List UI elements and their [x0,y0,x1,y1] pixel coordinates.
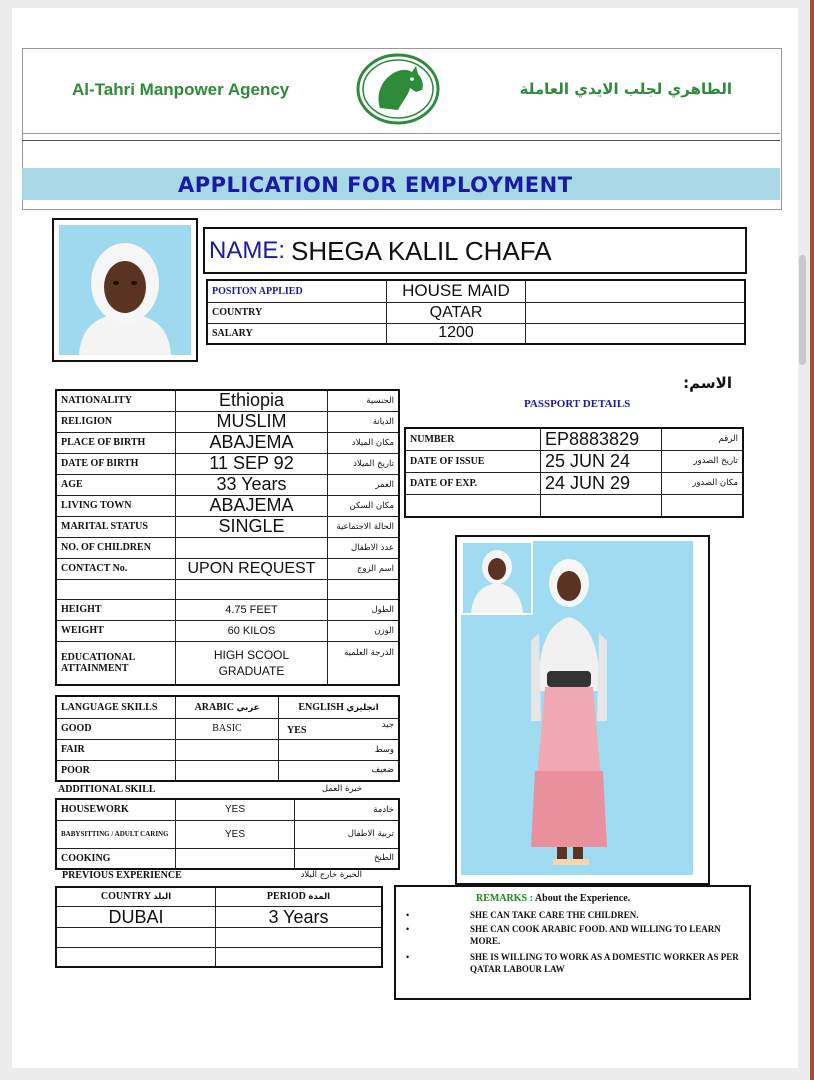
page-edge-line [810,0,814,1080]
position-table [206,279,746,345]
additional-skill-label: ADDITIONAL SKILL [58,784,156,795]
table-row: LANGUAGE SKILLS ARABIC عربي ENGLISH انجليزي [56,696,399,718]
salary-value: 1200 [387,323,526,344]
experience-table [55,886,383,968]
position-label: POSITON APPLIED [207,280,387,302]
country-value: QATAR [387,302,526,323]
table-row: POOR ضعيف [56,760,399,781]
applicant-name: SHEGA KALIL CHAFA [291,236,552,266]
table-row: NUMBER EP8883829 الرقم [405,428,743,450]
table-row [207,280,745,302]
list-item: • SHE CAN COOK ARABIC FOOD. AND WILLING TO LEARN MORE. [406,924,721,946]
table-row: BABYSITTING / ADULT CARING YES تربية الاطفال [56,820,399,848]
personal-table [55,389,400,686]
table-row [207,323,745,344]
table-row: EDUCATIONAL ATTAINMENT HIGH SCOOL GRADUATE الدرجة العلمية [56,641,399,685]
table-row: DATE OF BIRTH 11 SEP 92 تاريخ الميلاد [56,453,399,474]
remarks-box [394,885,751,1000]
table-row: AGE 33 Years العمر [56,474,399,495]
letterhead-divider [22,133,780,134]
name-box [203,227,747,274]
table-row: GOOD BASIC YES جيد [56,718,399,739]
previous-experience-label: PREVIOUS EXPERIENCE [62,870,182,881]
position-value: HOUSE MAID [387,280,526,302]
name-ar-label: الاسم: [683,374,732,392]
table-row [56,947,382,967]
list-item: • SHE IS WILLING TO WORK AS A DOMESTIC WORKER AS PER QATAR LABOUR LAW [406,952,739,974]
table-row: WEIGHT 60 KILOS الوزن [56,620,399,641]
table-row [56,927,382,947]
list-item: • SHE CAN TAKE CARE THE CHILDREN. [406,910,639,920]
table-row: NATIONALITY Ethiopia الجنسية [56,390,399,411]
full-length-photo [455,535,710,885]
scrollbar-thumb[interactable] [799,255,806,365]
additional-skill-label-ar: خبرة العمل [321,784,362,794]
language-table [55,695,400,782]
table-row: HEIGHT 4.75 FEET الطول [56,599,399,620]
agency-name-en: Al-Tahri Manpower Agency [72,80,290,99]
table-row: NO. OF CHILDREN عدد الاطفال [56,537,399,558]
salary-label: SALARY [207,323,387,344]
agency-name-ar: الطاهري لجلب الايدي العاملة [519,80,732,98]
table-row: CONTACT No. UPON REQUEST اسم الزوج [56,558,399,579]
table-row [56,579,399,599]
table-row: RELIGION MUSLIM الديانة [56,411,399,432]
table-row: DUBAI 3 Years [56,906,382,927]
name-label: NAME: [209,237,286,264]
previous-experience-label-ar: الخبرة خارج البلاد [300,870,362,880]
table-row [207,302,745,323]
applicant-photo [52,218,198,362]
table-row: COOKING الطبخ [56,848,399,869]
table-row: MARITAL STATUS SINGLE الحالة الاجتماعية [56,516,399,537]
skills-table [55,798,400,870]
application-form [12,8,798,1068]
table-row [405,494,743,517]
country-label: COUNTRY [207,302,387,323]
table-row: FAIR وسط [56,739,399,760]
table-row: DATE OF EXP. 24 JUN 29 مكان الصدور [405,472,743,494]
remarks-subtitle: About the Experience. [534,893,631,904]
passport-title: PASSPORT DETAILS [524,398,631,410]
form-title: APPLICATION FOR EMPLOYMENT [178,173,573,197]
table-row: HOUSEWORK YES خادمة [56,799,399,820]
table-row: LIVING TOWN ABAJEMA مكان السكن [56,495,399,516]
table-row: COUNTRY البلد PERIOD المدة [56,887,382,906]
horse-logo-icon [354,52,442,126]
passport-table [404,427,744,518]
remarks-title: REMARKS : [476,893,533,904]
address-strip [22,140,780,170]
table-row: PLACE OF BIRTH ABAJEMA مكان الميلاد [56,432,399,453]
table-row: DATE OF ISSUE 25 JUN 24 تاريخ الصدور [405,450,743,472]
